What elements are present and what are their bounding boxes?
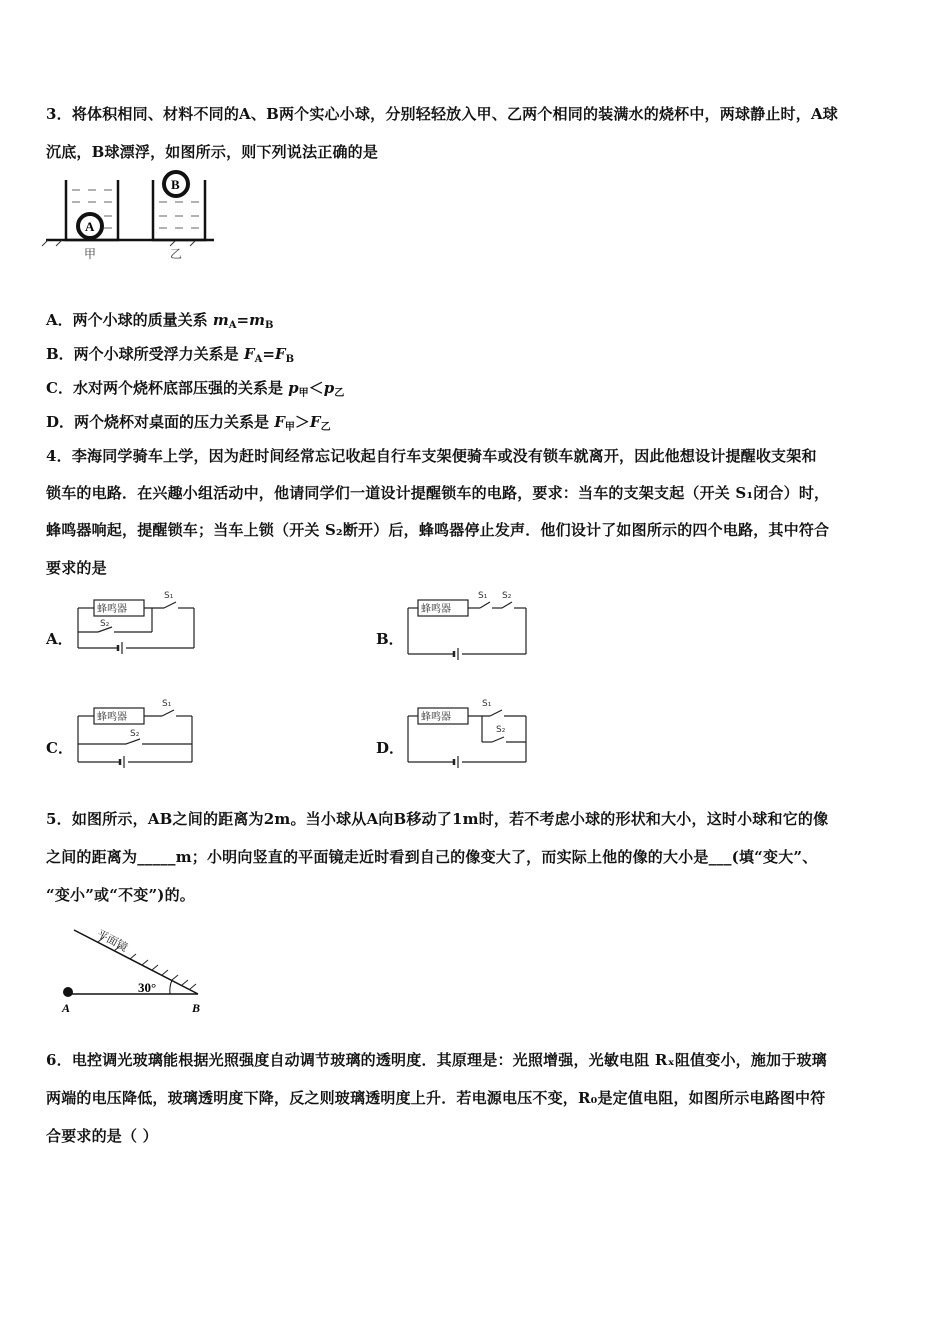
circuit-d-buzzer: 蜂鸣器 (421, 712, 451, 723)
q6-line-3: 合要求的是（ ） (46, 1127, 158, 1145)
circuit-a-label: A． (46, 630, 73, 648)
circuit-b-s1: S₁ (478, 591, 488, 601)
q3-beaker-figure (46, 170, 216, 260)
q6-line-1: 6．电控调光玻璃能根据光照强度自动调节玻璃的透明度．其原理是：光照增强，光敏电阻 Rₓ阻值变小，施加于玻璃 (46, 1051, 827, 1069)
circuit-b-s2: S₂ (502, 591, 512, 601)
q4-line-3: 蜂鸣器响起，提醒锁车；当车上锁（开关 S₂断开）后，蜂鸣器停止发声．他们设计了如图所示的四个电路，其中符合 (46, 521, 830, 539)
angle-label: 30° (138, 980, 157, 995)
circuit-d (406, 698, 530, 774)
q5-line-3: “变小”或“不变”)的。 (46, 886, 196, 904)
beaker-label-yi: 乙 (170, 247, 183, 261)
point-a-label: A (62, 1001, 71, 1015)
q5-mirror-figure (58, 922, 218, 1017)
circuit-b-label: B． (376, 630, 404, 648)
q3-line-2: 沉底，B球漂浮，如图所示，则下列说法正确的是 (46, 143, 379, 161)
beaker-label-jia: 甲 (84, 247, 97, 261)
mirror-label: 平面镜 (94, 927, 130, 955)
circuit-c (76, 698, 196, 774)
ball-a-label: A (85, 219, 95, 234)
q4-line-4: 要求的是 (46, 559, 107, 577)
circuit-a-s2: S₂ (100, 619, 110, 629)
circuit-a-buzzer: 蜂鸣器 (97, 604, 127, 615)
q3-option-a: A．两个小球的质量关系 $m_A=m_B$ (46, 311, 274, 331)
circuit-b-buzzer: 蜂鸣器 (421, 604, 451, 615)
q3-option-d: D．两个烧杯对桌面的压力关系是 $F_甲>F_乙$ (46, 413, 331, 433)
circuit-c-s2: S₂ (130, 729, 140, 739)
circuit-a-s1: S₁ (164, 591, 174, 601)
circuit-c-s1: S₁ (162, 699, 172, 709)
q3-option-c: C．水对两个烧杯底部压强的关系是 $p_甲<p_乙$ (46, 379, 345, 399)
circuit-d-label: D． (376, 739, 405, 757)
circuit-d-s2: S₂ (496, 725, 506, 735)
q3-option-b: B．两个小球所受浮力关系是 $F_A=F_B$ (46, 345, 295, 365)
circuit-d-s1: S₁ (482, 699, 492, 709)
circuit-c-label: C． (46, 739, 73, 757)
q3-line-1: 3．将体积相同、材料不同的A、B两个实心小球，分别轻轻放入甲、乙两个相同的装满水的烧杯中，两球静止时，A球 (46, 105, 838, 123)
q4-line-2: 锁车的电路．在兴趣小组活动中，他请同学们一道设计提醒锁车的电路，要求：当车的支架支起（开关 S₁闭合）时， (46, 484, 830, 502)
q6-line-2: 两端的电压降低，玻璃透明度下降，反之则玻璃透明度上升．若电源电压不变，R₀是定值电阻，如图所示电路图中符 (46, 1089, 826, 1107)
q5-line-2: 之间的距离为_____m；小明向竖直的平面镜走近时看到自己的像变大了，而实际上他的像的大小是___(填“变大”、 (46, 848, 818, 866)
circuit-b (406, 590, 530, 660)
circuit-a (76, 590, 196, 660)
ball-b-label: B (171, 177, 180, 192)
point-b-label: B (192, 1001, 201, 1015)
q5-line-1: 5．如图所示，AB之间的距离为2m。当小球从A向B移动了1m时，若不考虑小球的形状和大小，这时小球和它的像 (46, 810, 829, 828)
circuit-c-buzzer: 蜂鸣器 (97, 712, 127, 723)
q4-line-1: 4．李海同学骑车上学，因为赶时间经常忘记收起自行车支架便骑车或没有锁车就离开，因此他想设计提醒收支架和 (46, 447, 817, 465)
